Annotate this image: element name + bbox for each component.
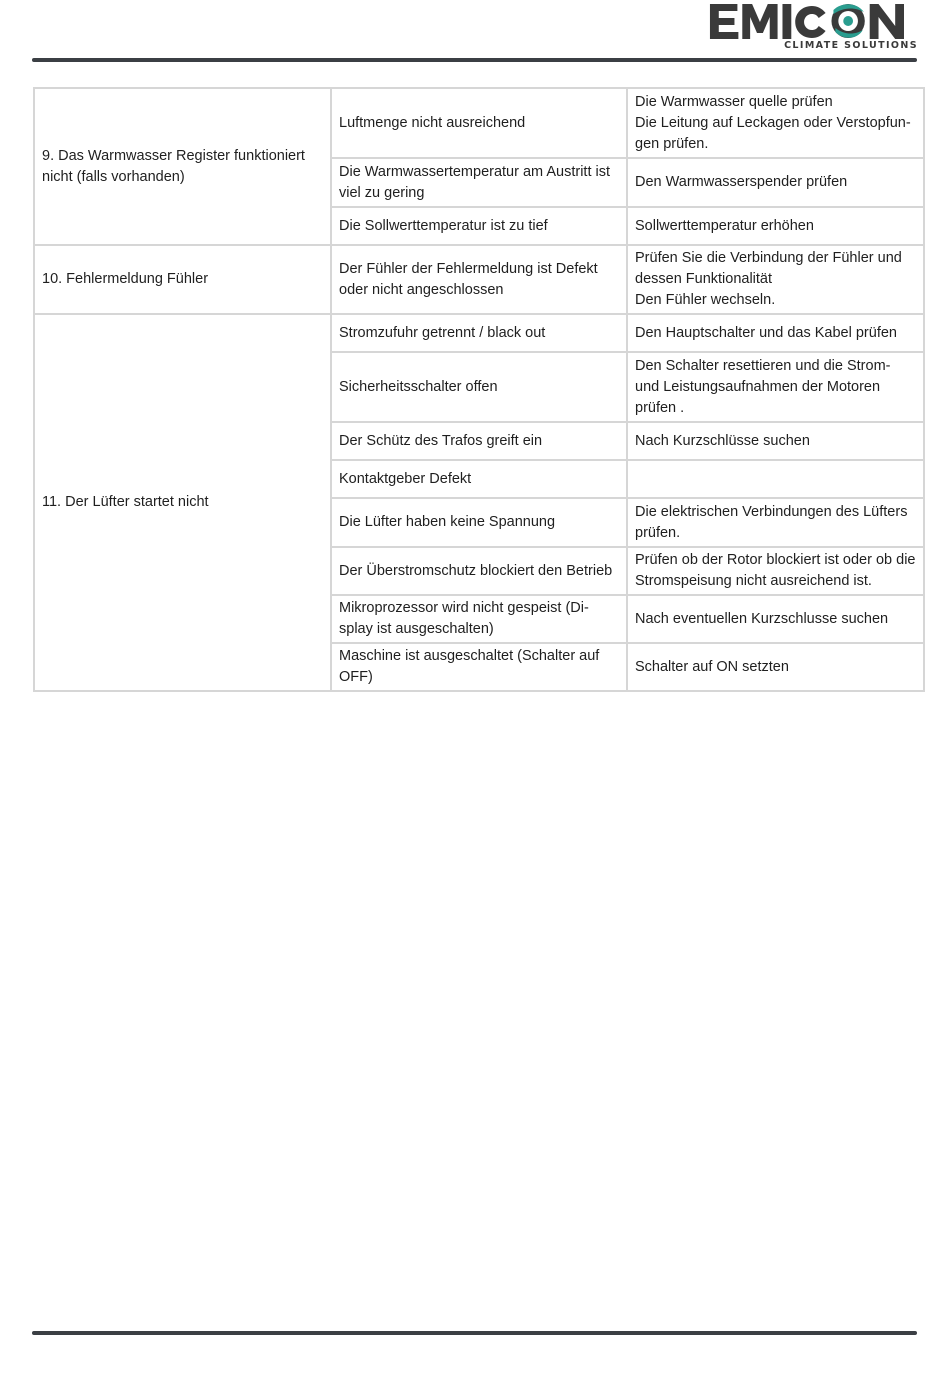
cause-cell: Die Lüfter haben keine Spannung bbox=[331, 498, 627, 547]
cause-cell: Die Sollwerttemperatur ist zu tief bbox=[331, 207, 627, 245]
remedy-cell: Den Hauptschalter und das Kabel prüfen bbox=[627, 314, 924, 352]
header-rule bbox=[32, 58, 917, 62]
logo-wordmark-graphic bbox=[708, 0, 914, 42]
cause-cell: Der Schütz des Trafos greift ein bbox=[331, 422, 627, 460]
cause-cell: Luftmenge nicht ausreichend bbox=[331, 88, 627, 158]
remedy-cell: Nach Kurzschlüsse suchen bbox=[627, 422, 924, 460]
remedy-cell: Prüfen Sie die Verbindung der Fühler und dessen Funktionalität Den Fühler wechseln. bbox=[627, 245, 924, 314]
logo-wordmark bbox=[708, 0, 914, 40]
emicon-logo bbox=[708, 0, 918, 52]
remedy-cell: Die elektrischen Verbindungen des Lüfters prüfen. bbox=[627, 498, 924, 547]
cause-cell: Die Warmwassertemperatur am Austritt ist viel zu gering bbox=[331, 158, 627, 207]
problem-cell: 11. Der Lüfter startet nicht bbox=[34, 314, 331, 691]
problem-cell: 10. Fehlermeldung Fühler bbox=[34, 245, 331, 314]
cause-cell: Mikroprozessor wird nicht gespeist (Di-splay ist ausgeschalten) bbox=[331, 595, 627, 643]
cause-cell: Stromzufuhr getrennt / black out bbox=[331, 314, 627, 352]
cause-cell: Kontaktgeber Defekt bbox=[331, 460, 627, 498]
remedy-cell: Nach eventuellen Kurzschlusse suchen bbox=[627, 595, 924, 643]
remedy-cell: Schalter auf ON setzten bbox=[627, 643, 924, 691]
remedy-cell: Den Warmwasserspender prüfen bbox=[627, 158, 924, 207]
table-row bbox=[34, 245, 924, 314]
remedy-cell: Sollwerttemperatur erhöhen bbox=[627, 207, 924, 245]
table-row bbox=[34, 88, 924, 158]
remedy-cell bbox=[627, 460, 924, 498]
remedy-cell: Den Schalter resettieren und die Strom- und Leistungsaufnahmen der Motoren prüfen . bbox=[627, 352, 924, 422]
problem-cell: 9. Das Warmwasser Register funktioniert nicht (falls vorhanden) bbox=[34, 88, 331, 245]
cause-cell: Der Fühler der Fehlermeldung ist Defekt oder nicht angeschlossen bbox=[331, 245, 627, 314]
cause-cell: Der Überstromschutz blockiert den Betrieb bbox=[331, 547, 627, 595]
cause-cell: Maschine ist ausgeschaltet (Schalter auf OFF) bbox=[331, 643, 627, 691]
remedy-cell: Die Warmwasser quelle prüfen Die Leitung auf Leckagen oder Verstopfun-gen prüfen. bbox=[627, 88, 924, 158]
cause-cell: Sicherheitsschalter offen bbox=[331, 352, 627, 422]
logo-tagline: CLIMATE SOLUTIONS bbox=[784, 40, 918, 51]
footer-rule bbox=[32, 1331, 917, 1335]
remedy-cell: Prüfen ob der Rotor blockiert ist oder ob die Stromspeisung nicht ausreichend ist. bbox=[627, 547, 924, 595]
table-row bbox=[34, 314, 924, 352]
troubleshooting-table bbox=[33, 87, 925, 692]
